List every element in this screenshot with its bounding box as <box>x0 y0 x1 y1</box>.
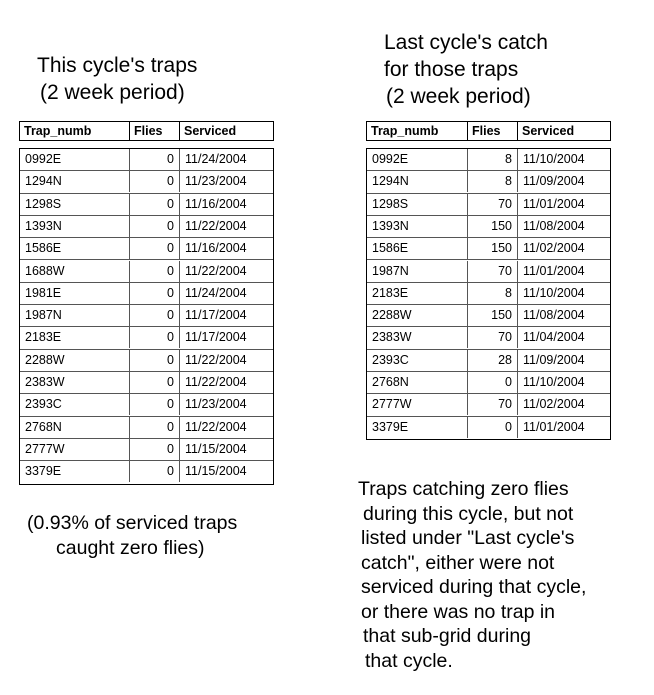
percentage-note-line1: (0.93% of serviced traps <box>27 512 238 534</box>
flies-cell: 28 <box>468 350 518 371</box>
explanation-line4: catch", either were not <box>361 551 555 574</box>
flies-cell: 0 <box>468 372 518 393</box>
flies-cell: 150 <box>468 216 518 237</box>
flies-cell: 0 <box>130 171 180 192</box>
trap-number-cell: 1981E <box>20 283 130 304</box>
trap-number-cell: 2777W <box>367 394 468 415</box>
col-trap-numb-header: Trap_numb <box>20 122 130 140</box>
col-flies-header: Flies <box>130 122 180 140</box>
serviced-date-cell: 11/02/2004 <box>523 397 585 412</box>
serviced-date-cell: 11/22/2004 <box>185 263 247 278</box>
trap-number-cell: 1393N <box>367 216 468 237</box>
trap-number-cell: 2383W <box>367 327 468 348</box>
trap-number-cell: 2183E <box>367 283 468 304</box>
table-row <box>367 283 610 305</box>
serviced-date-cell: 11/02/2004 <box>523 241 585 256</box>
trap-number-cell: 2393C <box>367 350 468 371</box>
serviced-date-cell: 11/10/2004 <box>523 375 585 389</box>
explanation-line5: serviced during that cycle, <box>361 576 587 598</box>
this-cycle-table-header <box>19 121 274 141</box>
serviced-date-cell: 11/08/2004 <box>523 218 585 233</box>
this-cycle-table-body <box>19 148 274 485</box>
serviced-date-cell: 11/16/2004 <box>185 241 247 256</box>
trap-number-cell: 1393N <box>20 216 130 237</box>
flies-cell: 0 <box>130 327 180 348</box>
trap-number-cell: 1987N <box>367 261 468 282</box>
trap-number-cell: 2768N <box>367 372 468 393</box>
explanation-line8: that cycle. <box>365 649 453 672</box>
flies-cell: 0 <box>130 461 180 482</box>
trap-number-cell: 2383W <box>20 372 130 393</box>
serviced-date-cell: 11/09/2004 <box>523 174 585 189</box>
serviced-date-cell: 11/01/2004 <box>523 263 585 278</box>
trap-number-cell: 0992E <box>20 149 130 170</box>
last-cycle-title-line3: (2 week period) <box>386 85 531 108</box>
flies-cell: 0 <box>130 283 180 304</box>
flies-cell: 8 <box>468 171 518 192</box>
trap-number-cell: 0992E <box>367 149 468 170</box>
table-row <box>367 394 610 416</box>
trap-number-cell: 1294N <box>20 171 130 192</box>
trap-number-cell: 1298S <box>20 194 130 215</box>
col-trap-numb-header: Trap_numb <box>367 122 468 140</box>
table-row <box>20 149 273 171</box>
serviced-date-cell: 11/04/2004 <box>523 330 585 345</box>
serviced-date-cell: 11/17/2004 <box>185 330 247 345</box>
trap-number-cell: 2777W <box>20 439 130 460</box>
table-row <box>367 305 610 327</box>
flies-cell: 0 <box>130 238 180 259</box>
percentage-note-line2: caught zero flies) <box>56 536 205 559</box>
table-row <box>20 327 273 349</box>
trap-number-cell: 2768N <box>20 417 130 438</box>
trap-number-cell: 3379E <box>367 417 468 438</box>
flies-cell: 8 <box>468 149 518 170</box>
table-row <box>367 149 610 171</box>
flies-cell: 0 <box>130 394 180 415</box>
table-row <box>367 372 610 394</box>
serviced-date-cell: 11/16/2004 <box>185 196 247 211</box>
col-flies-header: Flies <box>468 122 518 140</box>
table-row <box>20 372 273 394</box>
serviced-date-cell: 11/17/2004 <box>185 308 247 323</box>
table-row <box>367 417 610 439</box>
flies-cell: 0 <box>130 439 180 460</box>
table-row <box>367 194 610 216</box>
serviced-date-cell: 11/24/2004 <box>185 152 247 166</box>
flies-cell: 0 <box>130 194 180 215</box>
table-row <box>20 461 273 483</box>
serviced-date-cell: 11/23/2004 <box>185 397 247 412</box>
zero-flies-percentage-note <box>27 511 237 560</box>
table-row <box>20 216 273 238</box>
flies-cell: 150 <box>468 305 518 326</box>
trap-number-cell: 2183E <box>20 327 130 348</box>
explanation-note <box>358 477 586 673</box>
table-row <box>20 394 273 416</box>
flies-cell: 70 <box>468 327 518 348</box>
explanation-line6: or there was no trap in <box>361 600 556 623</box>
flies-cell: 70 <box>468 394 518 415</box>
serviced-date-cell: 11/08/2004 <box>523 308 585 323</box>
explanation-line2: during this cycle, but not <box>363 502 574 525</box>
table-row <box>20 439 273 461</box>
serviced-date-cell: 11/22/2004 <box>185 218 247 233</box>
explanation-line1: Traps catching zero flies <box>358 478 569 500</box>
table-row <box>367 350 610 372</box>
last-cycle-table-header <box>366 121 611 141</box>
serviced-date-cell: 11/15/2004 <box>185 441 247 456</box>
last-cycle-table-body <box>366 148 611 440</box>
serviced-date-cell: 11/23/2004 <box>185 174 247 189</box>
trap-number-cell: 2288W <box>367 305 468 326</box>
table-row <box>367 238 610 260</box>
table-row <box>20 171 273 193</box>
table-row <box>20 194 273 216</box>
table-row <box>20 417 273 439</box>
this-cycle-title-line2: (2 week period) <box>40 81 185 104</box>
last-cycle-title-line2: for those traps <box>384 58 519 81</box>
flies-cell: 0 <box>130 417 180 438</box>
trap-number-cell: 1294N <box>367 171 468 192</box>
serviced-date-cell: 11/10/2004 <box>523 285 585 300</box>
table-row <box>367 261 610 283</box>
flies-cell: 70 <box>468 194 518 215</box>
flies-cell: 0 <box>130 350 180 371</box>
table-row <box>20 305 273 327</box>
trap-number-cell: 1586E <box>20 238 130 259</box>
serviced-date-cell: 11/01/2004 <box>523 196 585 211</box>
table-row <box>367 327 610 349</box>
trap-number-cell: 1987N <box>20 305 130 326</box>
serviced-date-cell: 11/22/2004 <box>185 352 247 367</box>
table-row <box>20 283 273 305</box>
col-serviced-header: Serviced <box>184 124 237 138</box>
flies-cell: 70 <box>468 261 518 282</box>
flies-cell: 0 <box>130 261 180 282</box>
explanation-line3: listed under "Last cycle's <box>361 527 575 549</box>
trap-number-cell: 3379E <box>20 461 130 482</box>
last-cycle-title <box>384 29 548 110</box>
serviced-date-cell: 11/15/2004 <box>185 464 247 479</box>
trap-number-cell: 2393C <box>20 394 130 415</box>
table-row <box>367 171 610 193</box>
last-cycle-title-line1: Last cycle's catch <box>384 31 548 54</box>
trap-number-cell: 1586E <box>367 238 468 259</box>
flies-cell: 0 <box>468 417 518 438</box>
serviced-date-cell: 11/22/2004 <box>185 375 247 389</box>
trap-number-cell: 2288W <box>20 350 130 371</box>
this-cycle-title <box>37 52 197 106</box>
flies-cell: 8 <box>468 283 518 304</box>
explanation-line7: that sub-grid during <box>363 625 532 647</box>
flies-cell: 0 <box>130 372 180 393</box>
col-serviced-header: Serviced <box>522 124 575 138</box>
serviced-date-cell: 11/22/2004 <box>185 419 247 434</box>
table-row <box>20 261 273 283</box>
table-row <box>367 216 610 238</box>
table-row <box>20 350 273 372</box>
flies-cell: 0 <box>130 216 180 237</box>
trap-number-cell: 1688W <box>20 261 130 282</box>
serviced-date-cell: 11/24/2004 <box>185 285 247 300</box>
table-row <box>20 238 273 260</box>
flies-cell: 0 <box>130 305 180 326</box>
trap-number-cell: 1298S <box>367 194 468 215</box>
flies-cell: 0 <box>130 149 180 170</box>
this-cycle-title-line1: This cycle's traps <box>37 54 198 77</box>
serviced-date-cell: 11/10/2004 <box>523 152 585 166</box>
serviced-date-cell: 11/09/2004 <box>523 352 585 367</box>
flies-cell: 150 <box>468 238 518 259</box>
serviced-date-cell: 11/01/2004 <box>523 419 585 434</box>
